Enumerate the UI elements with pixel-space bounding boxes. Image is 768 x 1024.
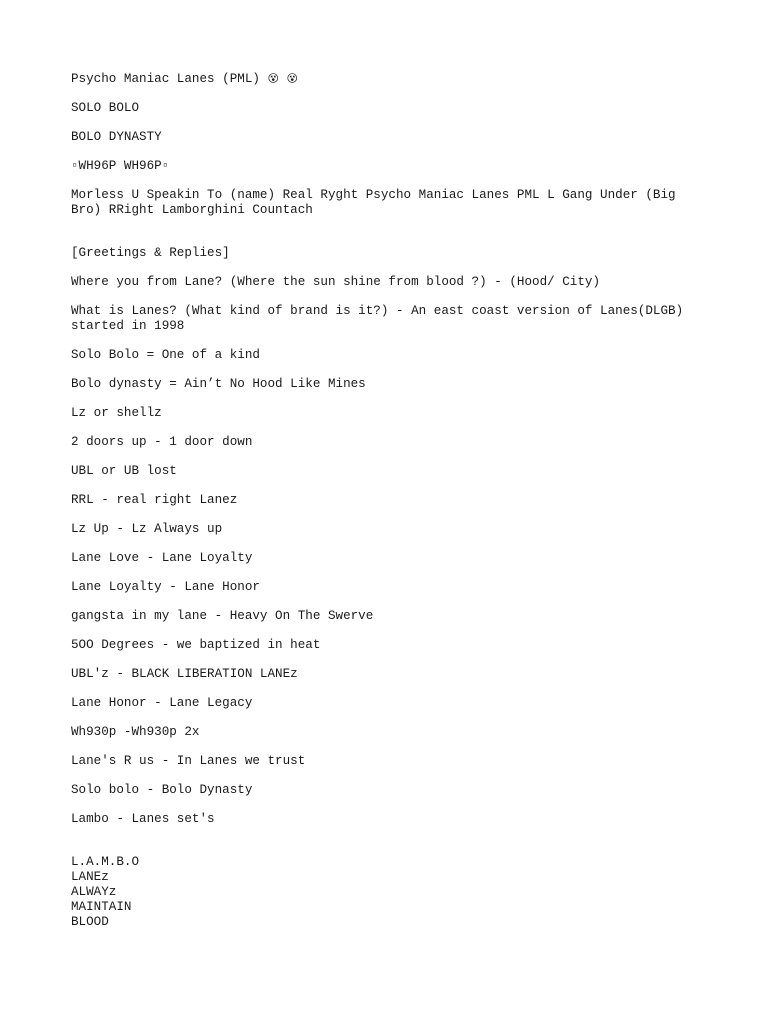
section-title: [Greetings & Replies] xyxy=(71,246,230,260)
acronym-line: L.A.M.B.O xyxy=(71,855,140,869)
list-item: 5OO Degrees - we baptized in heat xyxy=(71,638,321,652)
list-item: Lane Love - Lane Loyalty xyxy=(71,551,253,565)
header-line-wh96p: ▫WH96P WH96P▫ xyxy=(71,159,170,173)
acronym-block xyxy=(71,855,701,930)
list-item: RRL - real right Lanez xyxy=(71,493,238,507)
dizzy-face-icon: 😵 xyxy=(267,72,279,85)
list-item: Lane Loyalty - Lane Honor xyxy=(71,580,260,594)
title-text: Psycho Maniac Lanes (PML) xyxy=(71,72,260,86)
list-item: Lane Honor - Lane Legacy xyxy=(71,696,253,710)
list-item: Where you from Lane? (Where the sun shine from blood ?) - (Hood/ City) xyxy=(71,275,601,289)
list-item: UBL'z - BLACK LIBERATION LANEz xyxy=(71,667,298,681)
list-item: UBL or UB lost xyxy=(71,464,177,478)
document-body xyxy=(71,71,701,930)
header-line-intro: Morless U Speakin To (name) Real Ryght Psycho Maniac Lanes PML L Gang Under (Big Bro) RRight Lamborghini Countach xyxy=(71,188,684,217)
list-item: Solo bolo - Bolo Dynasty xyxy=(71,783,253,797)
list-item: 2 doors up - 1 door down xyxy=(71,435,253,449)
dizzy-face-icon: 😵 xyxy=(286,72,298,85)
list-item: Solo Bolo = One of a kind xyxy=(71,348,260,362)
header-line-bolo-dynasty: BOLO DYNASTY xyxy=(71,130,162,144)
acronym-line: MAINTAIN xyxy=(71,900,132,914)
list-item: gangsta in my lane - Heavy On The Swerve xyxy=(71,609,374,623)
list-item: Lane's R us - In Lanes we trust xyxy=(71,754,306,768)
acronym-line: LANEz xyxy=(71,870,109,884)
list-item: Lz Up - Lz Always up xyxy=(71,522,223,536)
greetings-list xyxy=(71,275,701,827)
header-line-solo-bolo: SOLO BOLO xyxy=(71,101,140,115)
list-item: Wh930p -Wh930p 2x xyxy=(71,725,200,739)
list-item: What is Lanes? (What kind of brand is it?) - An east coast version of Lanes(DLGB) started in 1998 xyxy=(71,304,691,333)
list-item: Lambo - Lanes set's xyxy=(71,812,215,826)
list-item: Bolo dynasty = Ain’t No Hood Like Mines xyxy=(71,377,366,391)
acronym-line: ALWAYz xyxy=(71,885,117,899)
document-title xyxy=(71,71,701,87)
list-item: Lz or shellz xyxy=(71,406,162,420)
acronym-line: BLOOD xyxy=(71,915,109,929)
